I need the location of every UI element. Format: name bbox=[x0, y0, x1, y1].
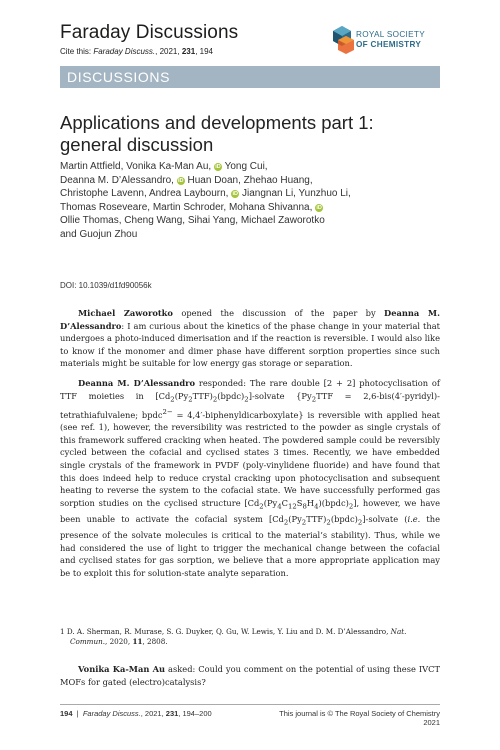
author-line: Deanna M. D’Alessandro, iD Huan Doan, Zhehao Huang, bbox=[60, 174, 313, 186]
author-line: Martin Attfield, Vonika Ka-Man Au, iD Yong Cui, bbox=[60, 161, 268, 172]
orcid-icon[interactable]: iD bbox=[177, 177, 184, 184]
author-line: Thomas Roseveare, Martin Schroder, Mohana Shivanna, iD bbox=[60, 201, 322, 213]
section-banner: DISCUSSIONS bbox=[60, 66, 440, 88]
publisher-name: ROYAL SOCIETY OF CHEMISTRY bbox=[356, 30, 425, 49]
footer-copyright: This journal is © The Royal Society of Chemistry 2021 bbox=[279, 709, 440, 727]
reference-footnote: 1 D. A. Sherman, R. Murase, S. G. Duyker, Q. Gu, W. Lewis, Y. Liu and D. M. D’Alessandro, Nat. Commun., 2020, 11, 2808. bbox=[60, 627, 407, 646]
discussion-paragraph: Deanna M. D’Alessandro responded: The rare double [2 + 2] photocyclisation of TTF moieties in $[Cd_2(Py_2TTF)_2(bpdc)_2]$-solvate {$Py_2TTF$ = 2,6-bis(4′-pyridyl)-tetrathiafulvalene; bpdc$^{2-}$ = 4,4′-biphenyldicarboxylate} is reversible with applied heat (see ref. 1), however, the reversibility was restricted to the powder as single crystals of this framework suffered cracking when heated. The powdered sample could be reversibly cycled between the cofacial and cyclised states 3 times. Recently, we have embedded single crystals of the framework in PVDF (poly-vinylidene fluoride) and have found that this does indeed help to reduce crystal cracking upon photocyclisation and subsequent heating to reverse the system to the cofacial state. We have successfully performed gas sorption studies on the cyclised structure $[Cd_2(Py_4C_{12}S_8H_4)(bpdc)_2]$, however, we have been unable to activate the cofacial system $[Cd_2(Py_2TTF)_2(bpdc)_2]$-solvate (i.e. the presence of the solvate molecules is critical to the material’s stability). Thus, while we had considered the use of light to trigger the mechanical change between the cofacial and cyclised states for gas sorption, we believe that a more appropriate application may be to exploit this for solution-state analyte separation. bbox=[60, 378, 441, 579]
author-line: Ollie Thomas, Cheng Wang, Sihai Yang, Michael Zaworotko bbox=[60, 215, 325, 227]
footer-page-info: 194 | Faraday Discuss., 2021, 231, 194–200 bbox=[60, 709, 212, 718]
author-line: Christophe Lavenn, Andrea Laybourn, iD Jiangnan Li, Yunzhuo Li, bbox=[60, 188, 351, 200]
orcid-icon[interactable]: iD bbox=[215, 164, 221, 170]
doi-link[interactable]: DOI: 10.1039/d1fd90056k bbox=[60, 281, 152, 290]
article-title: Applications and developments part 1: general discussion bbox=[60, 112, 374, 155]
discussion-paragraph: Vonika Ka-Man Au asked: Could you comment on the potential of using these IVCT MOFs for gated (electro)catalysis? bbox=[60, 664, 440, 687]
footer-divider bbox=[60, 704, 440, 705]
citation-line: Cite this: Faraday Discuss., 2021, 231, 194 bbox=[60, 47, 213, 56]
discussion-paragraph: Michael Zaworotko opened the discussion of the paper by Deanna M. D’Alessandro: I am curious about the kinetics of the phase change in your material that undergoes a photo-induced dimerisation and if the reaction is reversible. I would also like to know if the monomer and dimer phase have different sorption properties since such materials might be suitable for low energy gas storage or separation. bbox=[60, 308, 440, 369]
author-list bbox=[60, 160, 450, 242]
author-line: and Guojun Zhou bbox=[60, 228, 138, 240]
orcid-icon[interactable]: iD bbox=[232, 191, 238, 198]
journal-title: Faraday Discussions bbox=[60, 22, 239, 43]
orcid-icon[interactable]: iD bbox=[316, 204, 322, 211]
